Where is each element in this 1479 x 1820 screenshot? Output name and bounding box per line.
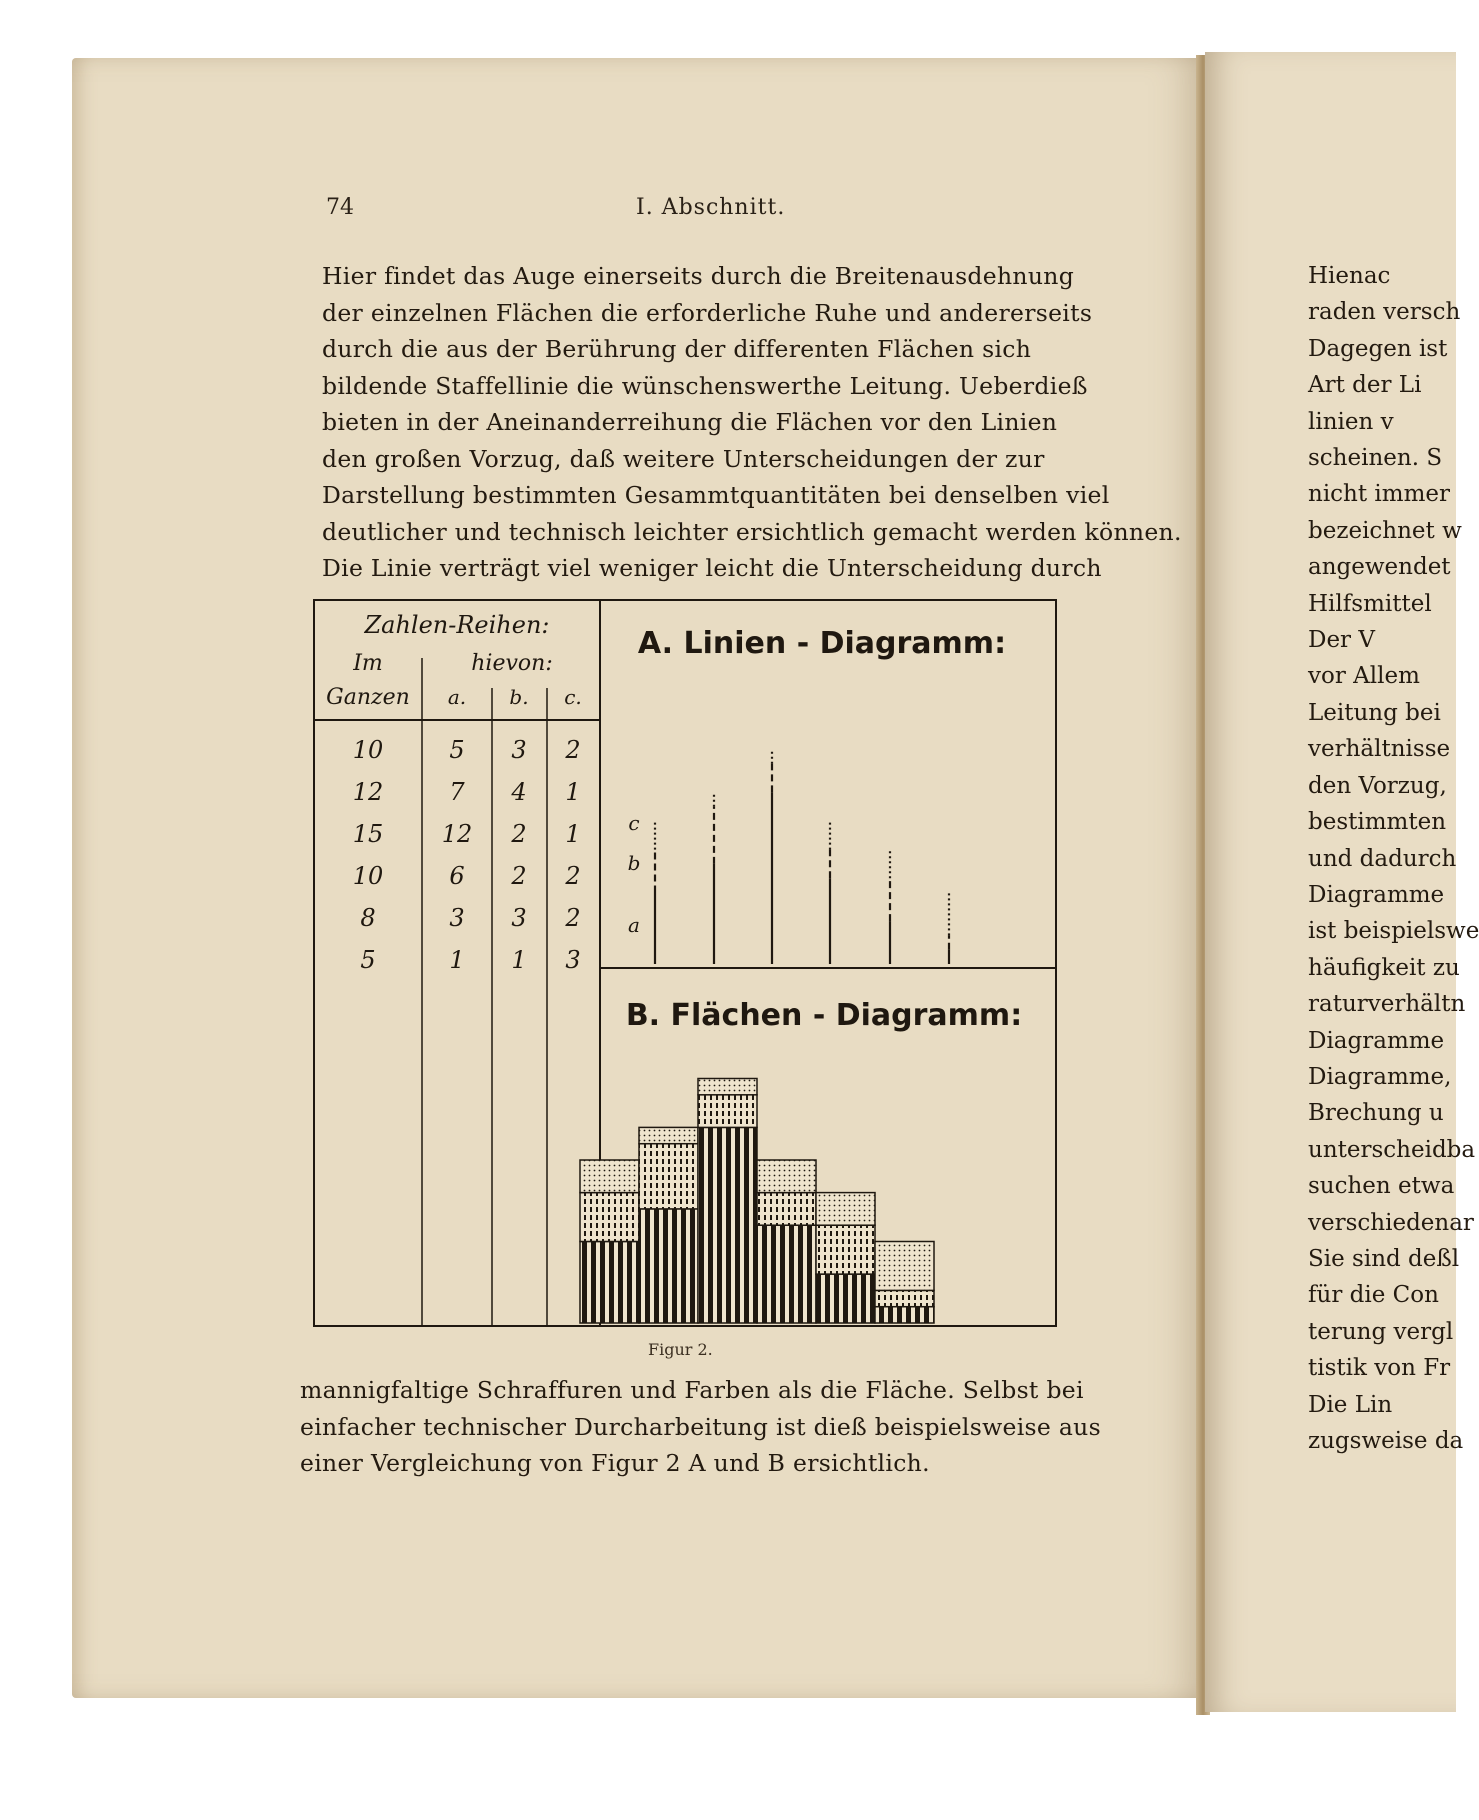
area-block-a — [580, 1242, 639, 1324]
area-block-b — [875, 1290, 934, 1306]
text-line: den Vorzug, — [1308, 772, 1447, 799]
table-cell: 3 — [449, 904, 465, 932]
table-cell: 1 — [565, 778, 581, 806]
area-block-c — [816, 1193, 875, 1226]
text-line: und dadurch — [1308, 845, 1457, 872]
text-line: Leitung bei — [1308, 699, 1441, 726]
area-block-c — [639, 1127, 698, 1143]
table-header-total: Ganzen — [326, 685, 410, 710]
area-block-a — [816, 1274, 875, 1323]
text-line: Die Linie verträgt viel weniger leicht die Unterscheidung durch — [322, 554, 1102, 582]
line-diagram — [655, 750, 949, 965]
area-block-a — [757, 1225, 816, 1323]
table-header-parts: hievon: — [471, 651, 553, 676]
text-line: bezeichnet w — [1308, 517, 1462, 544]
table-cell: 2 — [565, 904, 581, 932]
text-line: bieten in der Aneinanderreihung die Flächen vor den Linien — [322, 408, 1058, 436]
text-line: häufigkeit zu — [1308, 954, 1460, 981]
table-cell: 3 — [565, 946, 581, 974]
area-block-c — [580, 1160, 639, 1193]
table-col-a: a. — [447, 685, 467, 709]
table-cell: 12 — [352, 778, 384, 806]
text-line: Darstellung bestimmten Gesammtquantitäten bei denselben viel — [322, 481, 1110, 509]
table-cell: 3 — [511, 736, 527, 764]
line-diagram-title: A. Linien - Diagramm: — [637, 626, 1007, 661]
figure-caption: Figur 2. — [648, 1340, 713, 1359]
table-cell: 7 — [449, 778, 465, 806]
text-line: deutlicher und technisch leichter ersichtlich gemacht werden können. — [322, 517, 1182, 546]
text-line: Hilfsmittel — [1308, 590, 1432, 617]
table-header-total: Im — [353, 651, 383, 676]
text-line: durch die aus der Berührung der differenten Flächen sich — [322, 335, 1032, 363]
table-cell: 2 — [511, 820, 527, 848]
table-header-main: Zahlen-Reihen: — [364, 611, 550, 639]
figure-2 — [312, 598, 1060, 1330]
area-block-c — [757, 1160, 816, 1193]
table-col-c: c. — [564, 685, 582, 709]
area-block-c — [875, 1242, 934, 1291]
text-line: bildende Staffellinie die wünschenswerthe Leitung. Ueberdieß — [322, 371, 1088, 400]
area-block-b — [639, 1144, 698, 1209]
paragraph-top — [322, 258, 1182, 587]
table-cell: 1 — [565, 820, 581, 848]
axis-letter-b: b — [627, 851, 641, 875]
table-cell: 2 — [511, 862, 527, 890]
text-line: Diagramme — [1308, 1027, 1445, 1054]
text-line: angewendet — [1308, 554, 1451, 581]
text-line: zugsweise da — [1308, 1428, 1464, 1454]
text-line: Diagramme — [1308, 881, 1445, 908]
figure-svg — [312, 598, 1060, 1330]
area-block-c — [698, 1079, 757, 1095]
area-block-b — [757, 1193, 816, 1226]
paragraph-bottom — [300, 1372, 1101, 1482]
table-col-b: b. — [509, 685, 529, 709]
axis-letter-a: a — [628, 913, 640, 937]
text-line: suchen etwa — [1308, 1173, 1455, 1200]
right-page-text — [1308, 258, 1479, 1459]
table-cell: 6 — [449, 862, 465, 890]
table-cell: 5 — [360, 946, 376, 974]
text-line: einfacher technischer Durcharbeitung ist dieß beispielsweise aus — [300, 1412, 1101, 1441]
text-line: vor Allem — [1308, 663, 1420, 690]
text-line: scheinen. S — [1308, 445, 1443, 472]
area-block-a — [639, 1209, 698, 1323]
text-line: Sie sind deßl — [1308, 1245, 1460, 1272]
text-line: bestimmten — [1308, 809, 1447, 836]
text-line: Art der Li — [1308, 372, 1422, 399]
text-line: terung vergl — [1308, 1318, 1454, 1345]
area-block-b — [580, 1193, 639, 1242]
text-line: Dagegen ist — [1308, 335, 1448, 362]
text-line: Der V — [1308, 627, 1375, 654]
table-cell: 1 — [449, 946, 465, 974]
text-line: mannigfaltige Schraffuren und Farben als die Fläche. Selbst bei — [300, 1376, 1084, 1404]
text-line: Hienac — [1308, 263, 1391, 289]
table-cell: 3 — [511, 904, 527, 932]
text-line: der einzelnen Flächen die erforderliche Ruhe und andererseits — [322, 298, 1093, 327]
text-line: nicht immer — [1308, 481, 1450, 508]
text-line: linien v — [1308, 408, 1394, 435]
text-line: ist beispielswe — [1308, 918, 1479, 945]
text-line: raturverhältn — [1308, 991, 1466, 1018]
table-cell: 1 — [511, 946, 527, 974]
table-cell: 2 — [565, 736, 581, 764]
text-line: den großen Vorzug, daß weitere Unterscheidungen der zur — [322, 444, 1045, 473]
text-line: Diagramme, — [1308, 1063, 1452, 1090]
text-line: verschiedenar — [1308, 1209, 1474, 1236]
area-block-a — [875, 1307, 934, 1323]
table-cell: 12 — [441, 820, 473, 848]
text-line: raden versch — [1308, 299, 1461, 326]
page-number: 74 — [326, 195, 354, 220]
text-line: für die Con — [1308, 1282, 1439, 1309]
area-block-a — [698, 1127, 757, 1323]
section-title: I. Abschnitt. — [636, 195, 786, 220]
text-line: Hier findet das Auge einerseits durch die Breitenausdehnung — [322, 262, 1075, 290]
text-line: einer Vergleichung von Figur 2 A und B ersichtlich. — [300, 1449, 930, 1477]
table-cell: 2 — [565, 862, 581, 890]
text-line: tistik von Fr — [1308, 1355, 1451, 1382]
area-block-b — [698, 1095, 757, 1128]
text-line: unterscheidba — [1308, 1136, 1476, 1163]
area-diagram — [580, 1079, 934, 1324]
table-cell: 10 — [352, 736, 384, 764]
table-cell: 15 — [352, 820, 384, 848]
area-block-b — [816, 1225, 875, 1274]
text-line: Brechung u — [1308, 1100, 1444, 1127]
table-cell: 10 — [352, 862, 384, 890]
text-line: verhältnisse — [1308, 736, 1451, 763]
table-cell: 5 — [449, 736, 465, 764]
text-line: Die Lin — [1308, 1391, 1393, 1418]
axis-letter-c: c — [628, 811, 640, 835]
area-diagram-title: B. Flächen - Diagramm: — [625, 998, 1023, 1033]
table-cell: 4 — [511, 778, 527, 806]
table-cell: 8 — [360, 904, 376, 932]
